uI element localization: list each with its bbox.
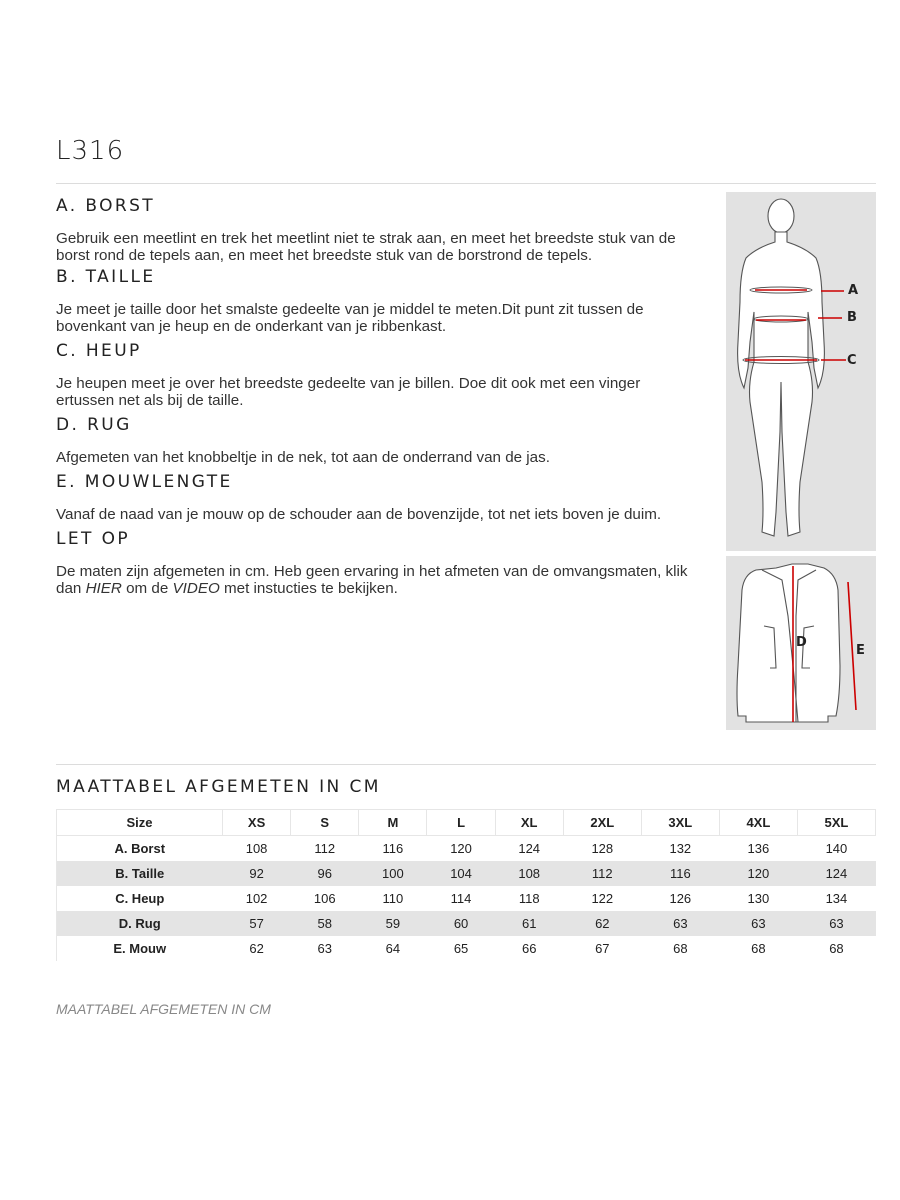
table-cell: 118 (518, 891, 540, 906)
section-text: Vanaf de naad van je mouw op de schouder aan de bovenzijde, tot net iets boven je duim. (56, 506, 662, 523)
table-cell: 116 (641, 861, 719, 886)
row-label: D. Rug (57, 911, 223, 936)
section-let-op (56, 528, 701, 597)
column-header: M (359, 810, 427, 836)
table-cell: 100 (359, 861, 427, 886)
table-cell: 102 (245, 891, 268, 906)
table-cell: 116 (382, 841, 404, 856)
section-taille (56, 266, 701, 335)
note-text-1: De maten zijn afgemeten in cm. Heb geen ervaring in het afmeten van de omvangsmaten, klik dan (56, 563, 688, 597)
column-header: L (427, 810, 495, 836)
middle-divider (56, 764, 876, 765)
row-label: E. Mouw (57, 936, 223, 961)
table-cell: 112 (563, 861, 641, 886)
table-cell: 108 (495, 861, 563, 886)
column-header: 3XL (641, 810, 719, 836)
section-heading: D. RUG (56, 415, 132, 435)
label-a: A (848, 283, 859, 298)
table-cell: 64 (385, 941, 401, 956)
table-cell: 66 (521, 941, 537, 956)
table-cell: 63 (641, 911, 719, 936)
table-row (57, 836, 876, 862)
table-cell: 63 (719, 911, 797, 936)
section-heading: LET OP (56, 529, 131, 549)
table-cell: 65 (453, 941, 469, 956)
product-title: L316 (56, 136, 125, 166)
footer-caption: MAATTABEL AFGEMETEN IN CM (56, 1001, 271, 1017)
top-divider (56, 183, 876, 184)
table-cell: 134 (825, 891, 848, 906)
table-cell: 130 (747, 891, 770, 906)
table-cell: 59 (359, 911, 427, 936)
row-label: A. Borst (57, 836, 223, 862)
table-cell: 62 (563, 911, 641, 936)
table-cell: 106 (313, 891, 336, 906)
table-cell: 120 (719, 861, 797, 886)
table-cell: 60 (427, 911, 495, 936)
table-cell: 68 (751, 941, 766, 956)
note-text-3: met instucties te bekijken. (219, 580, 398, 597)
table-cell: 62 (249, 941, 264, 956)
column-header: 5XL (797, 810, 875, 836)
section-rug (56, 414, 701, 466)
label-e: E (856, 643, 865, 658)
here-link[interactable]: HIER (85, 580, 122, 597)
table-cell: 58 (291, 911, 359, 936)
table-row (57, 861, 876, 886)
video-link[interactable]: VIDEO (172, 580, 220, 597)
table-cell: 122 (591, 891, 614, 906)
section-text: Je meet je taille door het smalste gedeelte van je middel te meten.Dit punt zit tussen de bovenkant van je heup en de onderkant van je ribbenkast. (56, 301, 644, 335)
table-cell: 114 (450, 891, 472, 906)
section-mouwlengte (56, 471, 701, 523)
table-cell: 126 (669, 891, 692, 906)
jacket-measurement-figure (726, 556, 876, 730)
label-c: C (847, 353, 857, 368)
table-cell: 61 (495, 911, 563, 936)
section-text: Gebruik een meetlint en trek het meetlint niet te strak aan, en meet het breedste stuk van de borst rond de tepels aan, en meet het breedste stuk van de borstrond de tepels. (56, 230, 676, 264)
section-heading: B. TAILLE (56, 267, 156, 287)
table-row (57, 936, 876, 961)
table-cell: 140 (825, 841, 848, 856)
section-text: Je heupen meet je over het breedste gedeelte van je billen. Doe dit ook met een vinger ertussen net als bij de taille. (56, 375, 641, 409)
section-heading: C. HEUP (56, 341, 142, 361)
table-cell: 63 (317, 941, 332, 956)
table-cell: 108 (245, 841, 268, 856)
body-measurement-figure (726, 192, 876, 551)
table-cell: 104 (427, 861, 495, 886)
table-row (57, 911, 876, 936)
body-outline-illustration (726, 192, 876, 551)
label-b: B (847, 310, 857, 325)
table-cell: 68 (829, 941, 844, 956)
note-text-2: om de (121, 580, 173, 597)
table-cell: 57 (223, 911, 291, 936)
table-cell: 67 (595, 941, 610, 956)
table-cell: 132 (669, 841, 692, 856)
row-label: C. Heup (57, 886, 223, 911)
table-cell: 63 (797, 911, 875, 936)
table-cell: 124 (518, 841, 541, 856)
table-cell: 110 (382, 891, 404, 906)
table-header-row (57, 810, 876, 836)
section-heading: E. MOUWLENGTE (56, 472, 233, 492)
table-title: MAATTABEL AFGEMETEN IN CM (56, 777, 381, 797)
table-cell: 112 (314, 841, 336, 856)
column-header: XL (495, 810, 563, 836)
label-d: D (796, 635, 807, 650)
size-table (56, 809, 876, 961)
column-header: 4XL (719, 810, 797, 836)
row-label: B. Taille (57, 861, 223, 886)
table-cell: 68 (673, 941, 688, 956)
table-cell: 124 (797, 861, 875, 886)
section-borst (56, 195, 701, 264)
section-heup (56, 340, 701, 409)
section-text (56, 563, 701, 597)
column-header: XS (223, 810, 291, 836)
table-cell: 96 (291, 861, 359, 886)
column-header: Size (57, 810, 223, 836)
column-header: S (291, 810, 359, 836)
section-text: Afgemeten van het knobbeltje in de nek, tot aan de onderrand van de jas. (56, 449, 550, 466)
table-cell: 120 (450, 841, 472, 856)
table-row (57, 886, 876, 911)
section-heading: A. BORST (56, 196, 156, 216)
column-header: 2XL (563, 810, 641, 836)
table-cell: 128 (591, 841, 614, 856)
measurement-instructions (56, 195, 701, 597)
table-cell: 136 (747, 841, 770, 856)
table-cell: 92 (223, 861, 291, 886)
